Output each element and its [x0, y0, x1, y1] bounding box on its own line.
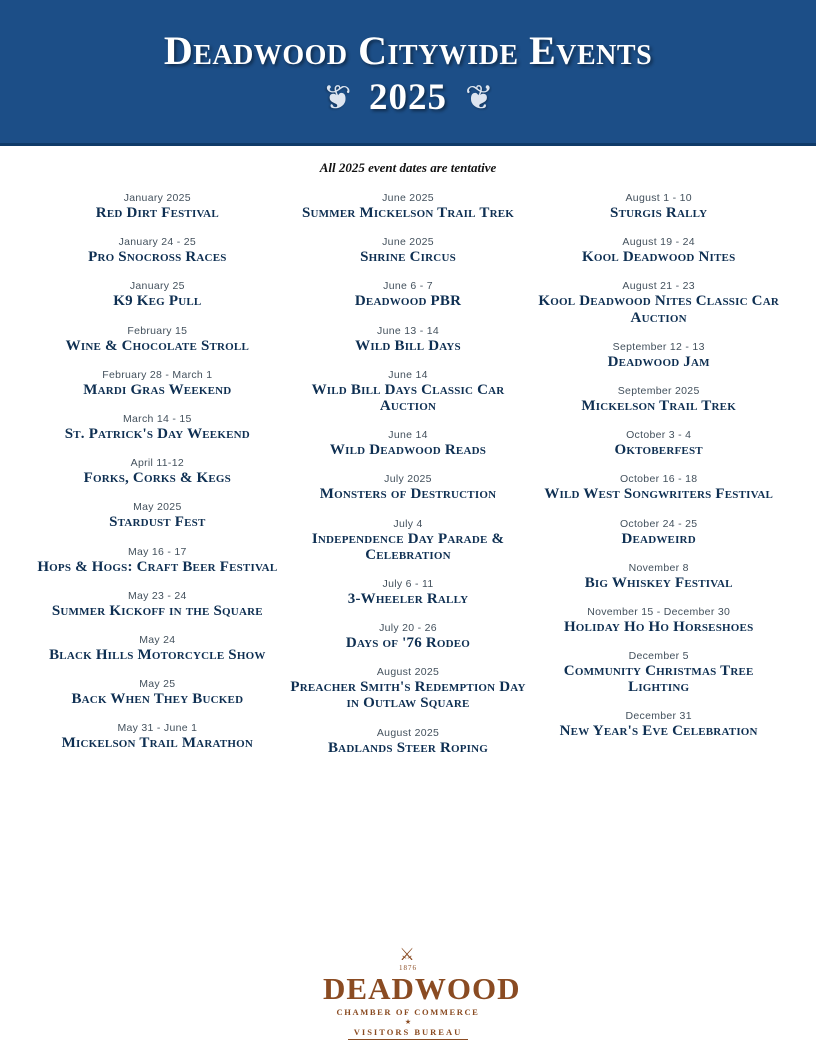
column-1: [34, 192, 281, 771]
event-date: August 2025: [376, 666, 440, 679]
event-item: [34, 413, 281, 442]
event-item: [34, 325, 281, 354]
event-name: Preacher Smith's Redemption Day in Outlaw Square: [290, 679, 526, 712]
event-name: Shrine Circus: [360, 249, 456, 266]
flourish-right-icon: ❦: [465, 78, 494, 117]
event-item: [34, 369, 281, 398]
event-name: Wild Bill Days Classic Car Auction: [311, 381, 505, 414]
event-item: [535, 518, 782, 547]
flourish-left-icon: ❦: [322, 78, 351, 117]
event-date: July 2025: [384, 473, 432, 486]
event-date: January 24 - 25: [118, 236, 197, 249]
event-item: [535, 341, 782, 370]
event-date: October 24 - 25: [619, 517, 698, 530]
event-date: August 1 - 10: [625, 192, 692, 204]
event-date: December 5: [628, 650, 689, 663]
event-item: [285, 666, 532, 711]
event-item: [34, 634, 281, 663]
event-name: Summer Kickoff in the Square: [51, 602, 263, 619]
event-date: July 4: [393, 517, 423, 530]
event-date: May 16 - 17: [127, 545, 187, 558]
event-name: Independence Day Parade & Celebration: [311, 530, 505, 563]
event-name: Hops & Hogs: Craft Beer Festival: [37, 558, 278, 575]
event-date: June 2025: [382, 192, 434, 204]
event-date: September 12 - 13: [612, 340, 705, 353]
event-name: Mickelson Trail Trek: [581, 397, 736, 414]
event-item: [285, 280, 532, 309]
event-date: January 25: [129, 280, 185, 293]
column-3: [535, 192, 782, 771]
deadwood-chamber-logo: [323, 945, 521, 1040]
event-name: Days of '76 Rodeo: [345, 635, 471, 652]
event-date: November 15 - December 30: [587, 605, 731, 618]
event-date: October 16 - 18: [619, 473, 698, 486]
event-name: Mickelson Trail Marathon: [61, 735, 253, 752]
event-date: December 31: [625, 710, 692, 723]
footer: [0, 946, 816, 1040]
logo-divider: [348, 1039, 468, 1040]
event-item: [535, 473, 782, 502]
event-name: Wine & Chocolate Stroll: [65, 337, 249, 354]
logo-established-year: 1876: [399, 964, 417, 972]
column-2: [285, 192, 532, 771]
event-date: May 2025: [133, 501, 182, 514]
logo-name: DEADWOOD: [323, 971, 521, 1006]
event-item: [285, 236, 532, 265]
event-item: [535, 192, 782, 221]
event-name: Deadwood PBR: [354, 293, 462, 310]
event-item: [34, 722, 281, 751]
event-name: Stardust Fest: [109, 514, 206, 531]
event-item: [34, 457, 281, 486]
event-name: Oktoberfest: [614, 442, 703, 459]
event-item: [285, 578, 532, 607]
event-name: Wild Deadwood Reads: [329, 442, 487, 459]
event-name: Summer Mickelson Trail Trek: [301, 205, 515, 221]
event-item: [34, 192, 281, 221]
event-item: [535, 562, 782, 591]
event-name: Big Whiskey Festival: [584, 574, 733, 591]
event-date: May 23 - 24: [127, 589, 187, 602]
event-name: Badlands Steer Roping: [327, 739, 489, 756]
event-item: [34, 546, 281, 575]
events-columns: [0, 176, 816, 771]
event-item: [285, 192, 532, 221]
event-item: [285, 325, 532, 354]
event-item: [34, 280, 281, 309]
event-item: [535, 650, 782, 695]
event-name: Black Hills Motorcycle Show: [49, 646, 266, 663]
event-name: Sturgis Rally: [610, 205, 708, 221]
event-date: March 14 - 15: [122, 412, 192, 425]
event-date: May 25: [139, 678, 176, 691]
event-name: Deadwood Jam: [607, 353, 710, 370]
event-date: January 2025: [123, 192, 191, 204]
event-item: [285, 727, 532, 756]
event-date: July 6 - 11: [382, 577, 434, 590]
event-date: June 13 - 14: [377, 324, 439, 337]
event-item: [34, 678, 281, 707]
event-item: [535, 606, 782, 635]
event-name: Back When They Bucked: [71, 691, 244, 708]
event-name: 3-Wheeler Rally: [347, 590, 469, 607]
event-item: [535, 710, 782, 739]
event-item: [535, 385, 782, 414]
event-name: Wild West Songwriters Festival: [544, 486, 774, 503]
event-item: [535, 429, 782, 458]
header-banner: [0, 0, 816, 146]
sheriff-star-icon: ★: [404, 1017, 412, 1026]
banner-year: 2025: [369, 77, 447, 118]
event-name: Red Dirt Festival: [95, 205, 219, 221]
page-title: Deadwood Citywide Events: [163, 28, 653, 73]
logo-arc-text: CHAMBER OF COMMERCE: [336, 1007, 480, 1017]
event-name: Forks, Corks & Kegs: [83, 470, 231, 487]
subtitle-note: All 2025 event dates are tentative: [319, 160, 497, 175]
event-date: August 2025: [376, 726, 440, 739]
logo-sub-text: VISITORS BUREAU: [353, 1026, 463, 1037]
event-date: February 28 - March 1: [102, 368, 213, 381]
event-name: St. Patrick's Day Weekend: [64, 425, 250, 442]
event-date: June 14: [388, 429, 428, 442]
event-date: May 31 - June 1: [117, 722, 198, 735]
event-item: [285, 429, 532, 458]
event-item: [34, 236, 281, 265]
event-name: Deadweird: [621, 530, 696, 547]
event-name: Community Christmas Tree Lighting: [563, 663, 754, 696]
event-date: September 2025: [617, 384, 700, 397]
event-item: [285, 473, 532, 502]
event-date: August 19 - 24: [622, 236, 695, 249]
event-date: November 8: [628, 561, 689, 574]
event-name: Wild Bill Days: [355, 337, 461, 354]
event-name: Monsters of Destruction: [319, 486, 497, 503]
event-date: April 11-12: [130, 457, 184, 470]
event-date: June 6 - 7: [383, 280, 433, 293]
event-date: February 15: [127, 324, 188, 337]
event-date: June 14: [388, 368, 428, 381]
event-name: Kool Deadwood Nites: [581, 249, 736, 266]
event-date: October 3 - 4: [626, 429, 692, 442]
event-name: K9 Keg Pull: [113, 293, 202, 310]
event-date: May 24: [139, 633, 176, 646]
event-item: [535, 280, 782, 325]
event-date: August 21 - 23: [622, 280, 695, 293]
event-name: Pro Snocross Races: [88, 249, 227, 266]
event-date: July 20 - 26: [379, 622, 437, 635]
event-date: June 2025: [382, 236, 434, 249]
event-item: [285, 622, 532, 651]
event-item: [34, 590, 281, 619]
event-item: [535, 236, 782, 265]
event-item: [34, 501, 281, 530]
event-item: [285, 369, 532, 414]
event-name: Mardi Gras Weekend: [83, 381, 232, 398]
event-name: Holiday Ho Ho Horseshoes: [563, 618, 754, 635]
event-name: Kool Deadwood Nites Classic Car Auction: [538, 293, 779, 326]
event-item: [285, 518, 532, 563]
crossed-revolvers-icon: ⚔: [399, 945, 417, 964]
banner-year-row: [323, 76, 494, 119]
event-name: New Year's Eve Celebration: [559, 723, 758, 740]
